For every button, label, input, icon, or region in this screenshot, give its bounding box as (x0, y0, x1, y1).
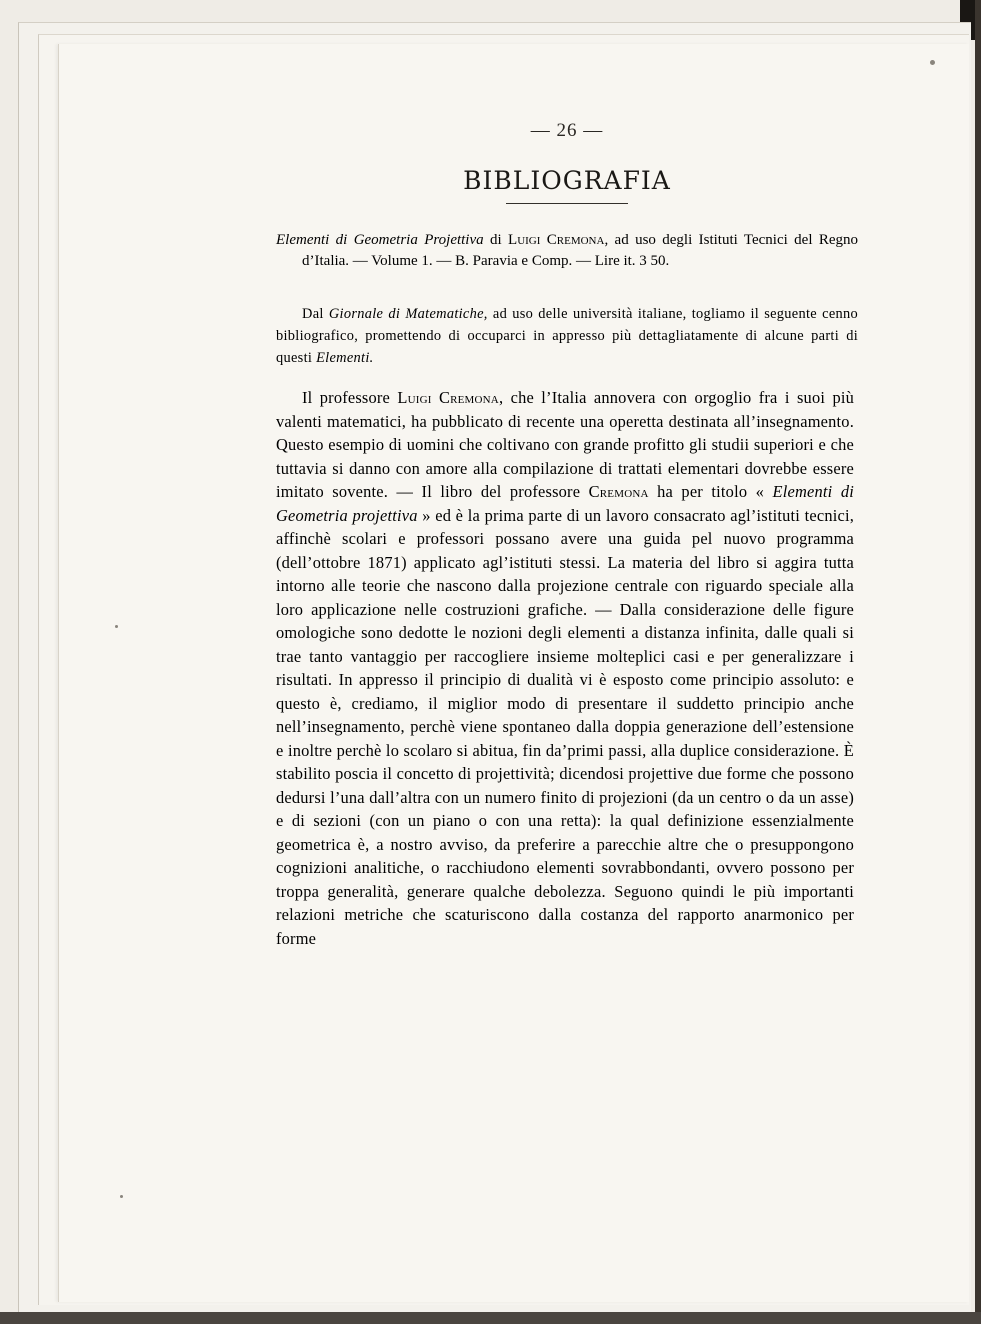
paper-speck (930, 60, 935, 65)
journal-title: Giornale di Matematiche, (328, 306, 488, 322)
scan-bottom-edge (0, 1312, 981, 1324)
review-body (276, 386, 854, 950)
intro-part-2: ad uso delle università italiane, togliamo il seguente cenno bibliografico, promettendo di occuparci in appresso più dettagliatamente di alcune parti di questi (276, 306, 858, 366)
body-author-2: Cremona (588, 482, 649, 501)
section-title: BIBLIOGRAFIA (463, 166, 671, 195)
page-number: — 26 — (530, 120, 604, 141)
body-book-title: Elementi di Geometria projettiva (276, 482, 854, 525)
paper-speck (115, 625, 118, 628)
intro-elementi: Elementi. (316, 350, 374, 366)
body-author-1: Luigi Cremona, (397, 388, 504, 407)
title-underline (506, 203, 628, 204)
bib-details: , ad uso degli Istituti Tecnici del Regno d’Italia. — Volume 1. — B. Paravia e Comp. — Lire it. 3 50. (302, 232, 858, 269)
bib-by: di (483, 232, 509, 248)
scan-right-edge (975, 0, 981, 1324)
body-part-1: Il professore (302, 388, 398, 407)
intro-paragraph (276, 303, 858, 369)
intro-part-1: Dal (302, 306, 329, 322)
body-part-2: che l’Italia annovera con orgoglio fra i suoi più valenti matematici, ha pubblicato di recente una operetta destinata all’insegnamento. Questo esempio di uomini che coltivano con grande profitto gli studii superiori e che tuttavia si danno con amore alla compilazione di trattati elementari dovrebbe essere imitato sovente. — Il libro del professore (276, 388, 854, 501)
bibliography-entry (276, 230, 858, 272)
book-title: Elementi di Geometria Projettiva (276, 232, 484, 248)
body-part-3: ha per titolo « (648, 482, 773, 501)
paper-speck (120, 1195, 123, 1198)
body-part-4: » ed è la prima parte di un lavoro consacrato agl’istituti tecnici, affinchè scolari e professori possano avere una guida pel nuovo programma (dell’ottobre 1871) applicato agl’istituti stessi. La materia del libro si aggira tutta intorno alle teorie che nascono dalla projezione centrale con riguardo speciale alla loro applicazione nelle costruzioni grafiche. — Dalla considerazione delle figure omologiche sono dedotte le nozioni degli elementi a distanza infinita, dalle quali si trae tanto vantaggio per raccogliere insieme molteplici casi e per generalizzare i risultati. In appresso il principio di dualità vi è esposto come principio assoluto: e questo è, crediamo, il miglior modo di presentare il suddetto principio anche nell’insegnamento, perchè viene spontaneo dalla doppia generazione dell’estensione e inoltre perchè lo scolaro si abitua, fin da’primi passi, alla duplice considerazione. È stabilito poscia il concetto di projettività; dicendosi projettive due forme che possono dedursi l’una dall’altra con un numero finito di projezioni (da un centro o da un asse) e di sezioni (con un piano o con una retta): la qual definizione essenzialmente geometrica è, a nostro avviso, da preferire a parecchie altre che o presuppongono cognizioni analitiche, o racchiudono elementi sovrabbondanti, ovvero possono per troppa generalità, generare qualche debolezza. Seguono quindi le più importanti relazioni metriche che scaturiscono dalla costanza del rapporto anarmonico per forme (276, 505, 854, 948)
bib-author: Luigi Cremona (508, 232, 605, 248)
